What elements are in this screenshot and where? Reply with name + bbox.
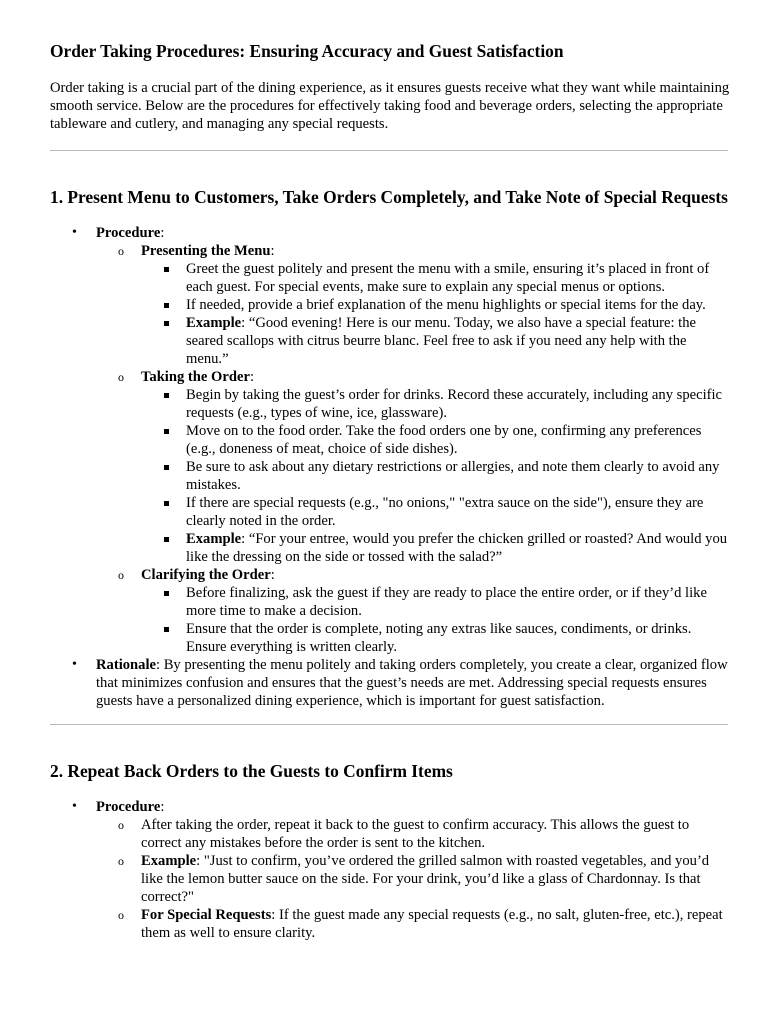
list-item (141, 530, 730, 566)
taking-order-label: Taking the Order (141, 369, 250, 385)
section-2-list (50, 798, 730, 942)
rationale-label: Rationale (96, 657, 156, 673)
list-item: Be sure to ask about any dietary restrictions or allergies, and note them clearly to avoid any mistakes. (141, 458, 730, 494)
example-label: Example (186, 531, 242, 547)
section-1-list (50, 224, 730, 710)
section-2-heading: 2. Repeat Back Orders to the Guests to Confirm Items (50, 761, 453, 781)
example-text: : “Good evening! Here is our menu. Today, we also have a special feature: the seared scallops with citrus beurre blanc. Feel free to ask if you need any help with the menu.” (186, 315, 697, 367)
example-label: Example (141, 853, 197, 869)
procedure-sublist (96, 242, 730, 656)
presenting-menu-steps (141, 260, 730, 368)
list-item: If there are special requests (e.g., "no onions," "extra sauce on the side"), ensure they are clearly noted in the order. (141, 494, 730, 530)
section-1-heading: 1. Present Menu to Customers, Take Orders Completely, and Take Note of Special Requests (50, 187, 728, 207)
procedure-label: Procedure (96, 799, 161, 815)
list-item: Ensure that the order is complete, noting any extras like sauces, condiments, or drinks. Ensure everything is written clearly. (141, 620, 730, 656)
presenting-menu-item: o Presenting the Menu: Greet the guest politely and present the menu with a smile, ensuring it’s placed in front of each guest. For special events, make sure to explain any special menus or options. If needed, provide a brief explanation of the menu highlights or special items for the day. Example: “Good evening! Here is our menu. Today, we also have a special feature: the seared scallops with citrus beurre blanc. Feel free to ask if you need any help with the menu.” (96, 242, 730, 368)
divider (50, 724, 728, 725)
procedure-item: • Procedure: o Presenting the Menu: Greet the guest politely and present the menu with a smile, ensuring it’s placed in front of each guest. For special events, make sure to explain any special menus or options. If needed, provide a brief explanation of the menu highlights or special items for the day. Example: “Good evening! Here is our menu. Today, we also have a special feature: the seared scallops with citrus beurre blanc. Feel free to ask if you need any help with the menu.” o Taking the Order: Begin by taking the guest’s order for drinks. Record these accurately, including any specific requests (e.g., types of wine, ice, glassware). Move on to the food order. Take the food orders one by one, confirming any preferences (e.g., doneness of meat, choice of side dishes). Be sure to ask about any dietary restrictions or allergies, and note them clearly to avoid any mistakes. If there are special requests (e.g., "no onions," "extra sauce on the side"), ensure they are clearly noted in the order. Example: “For your entree, would you prefer the chicken grilled or roasted? And would you like the dressing on the side or tossed with the salad?” o Clarifying the Order: Before finalizing, ask the guest if they are ready to place the entire order, or if they’d like more time to make a decision. Ensure that the order is complete, noting any extras like sauces, condiments, or drinks. Ensure everything is written clearly. (50, 224, 730, 656)
list-item: o After taking the order, repeat it back to the guest to confirm accuracy. This allows the guest to correct any mistakes before the order is sent to the kitchen. (96, 816, 730, 852)
list-item: Before finalizing, ask the guest if they are ready to place the entire order, or if they’d like more time to make a decision. (141, 584, 730, 620)
list-item (96, 852, 730, 906)
document-title: Order Taking Procedures: Ensuring Accuracy and Guest Satisfaction (50, 41, 564, 61)
clarifying-order-item: o Clarifying the Order: Before finalizing, ask the guest if they are ready to place the entire order, or if they’d like more time to make a decision. Ensure that the order is complete, noting any extras like sauces, condiments, or drinks. Ensure everything is written clearly. (96, 566, 730, 656)
list-item: Begin by taking the guest’s order for drinks. Record these accurately, including any specific requests (e.g., types of wine, ice, glassware). (141, 386, 730, 422)
list-item (141, 314, 730, 368)
special-requests-text: : If the guest made any special requests (e.g., no salt, gluten-free, etc.), repeat them as well to ensure clarity. (141, 907, 723, 941)
divider (50, 150, 728, 151)
special-requests-label: For Special Requests (141, 907, 272, 923)
example-text: : “For your entree, would you prefer the chicken grilled or roasted? And would you like the dressing on the side or tossed with the salad?” (186, 531, 728, 565)
intro-paragraph: Order taking is a crucial part of the dining experience, as it ensures guests receive what they want while maintaining smooth service. Below are the procedures for effectively taking food and beverage orders, selecting the appropriate tableware and cutlery, and managing any special requests. (50, 80, 730, 132)
procedure-item: • Procedure: o After taking the order, repeat it back to the guest to confirm accuracy. This allows the guest to correct any mistakes before the order is sent to the kitchen. o Example: "Just to confirm, you’ve ordered the grilled salmon with roasted vegetables, and you’d like the lemon butter sauce on the side. For your drink, you’d like a glass of Chardonnay. Is that correct?" o For Special Requests: If the guest made any special requests (e.g., no salt, gluten-free, etc.), repeat them as well to ensure clarity. (50, 798, 730, 942)
example-label: Example (186, 315, 242, 331)
list-item (96, 906, 730, 942)
example-text: : "Just to confirm, you’ve ordered the grilled salmon with roasted vegetables, and you’d like the lemon butter sauce on the side. For your drink, you’d like a glass of Chardonnay. Is that correct?" (141, 853, 710, 905)
taking-order-item: o Taking the Order: Begin by taking the guest’s order for drinks. Record these accurately, including any specific requests (e.g., types of wine, ice, glassware). Move on to the food order. Take the food orders one by one, confirming any preferences (e.g., doneness of meat, choice of side dishes). Be sure to ask about any dietary restrictions or allergies, and note them clearly to avoid any mistakes. If there are special requests (e.g., "no onions," "extra sauce on the side"), ensure they are clearly noted in the order. Example: “For your entree, would you prefer the chicken grilled or roasted? And would you like the dressing on the side or tossed with the salad?” (96, 368, 730, 566)
clarifying-order-label: Clarifying the Order (141, 567, 271, 583)
presenting-menu-label: Presenting the Menu (141, 243, 271, 259)
procedure-sublist (96, 816, 730, 942)
list-item: If needed, provide a brief explanation of the menu highlights or special items for the day. (141, 296, 730, 314)
taking-order-steps (141, 386, 730, 566)
clarifying-order-steps (141, 584, 730, 656)
rationale-text: : By presenting the menu politely and taking orders completely, you create a clear, organized flow that minimizes confusion and ensures that the guest’s needs are met. Addressing special requests ensures guests have a personalized dining experience, which is important for guest satisfaction. (96, 657, 728, 709)
list-item: Move on to the food order. Take the food orders one by one, confirming any preferences (e.g., doneness of meat, choice of side dishes). (141, 422, 730, 458)
procedure-label: Procedure (96, 225, 161, 241)
list-item: Greet the guest politely and present the menu with a smile, ensuring it’s placed in front of each guest. For special events, make sure to explain any special menus or options. (141, 260, 730, 296)
rationale-item (50, 656, 730, 710)
